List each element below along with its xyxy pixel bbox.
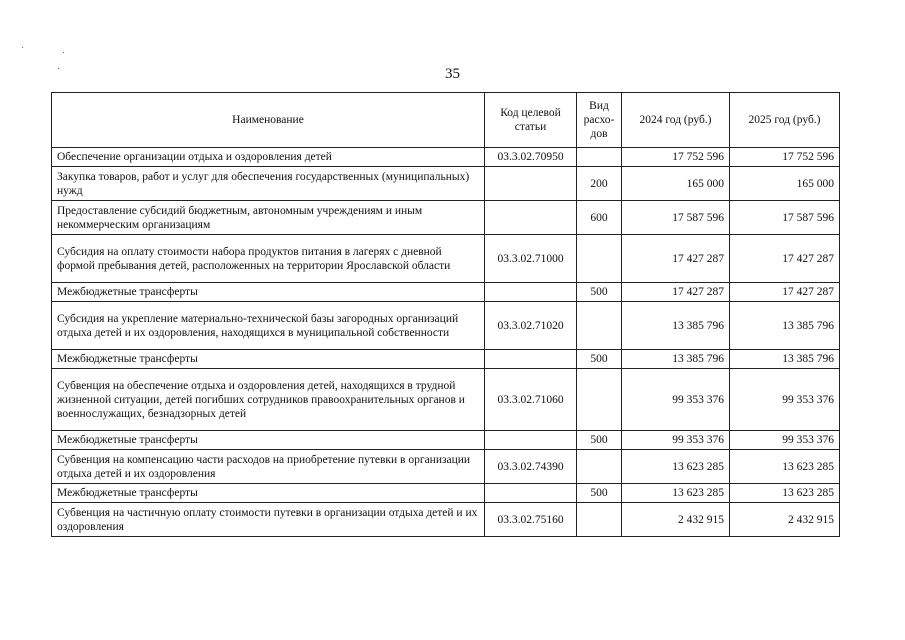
- cell-code: [485, 350, 577, 369]
- cell-type: [577, 503, 622, 537]
- cell-code: [485, 201, 577, 235]
- table-row: [52, 350, 840, 369]
- cell-y2025: 13 385 796: [730, 350, 840, 369]
- cell-y2025: 17 427 287: [730, 235, 840, 283]
- table-row: [52, 235, 840, 283]
- cell-y2024: 2 432 915: [622, 503, 730, 537]
- cell-y2024: 165 000: [622, 167, 730, 201]
- table-row: [52, 450, 840, 484]
- cell-y2025: 17 587 596: [730, 201, 840, 235]
- header-type: Вид расхо-дов: [577, 93, 622, 148]
- cell-y2024: 13 623 285: [622, 484, 730, 503]
- cell-type: [577, 235, 622, 283]
- cell-y2024: 13 385 796: [622, 302, 730, 350]
- cell-y2025: 99 353 376: [730, 431, 840, 450]
- cell-y2025: 13 623 285: [730, 484, 840, 503]
- cell-y2024: 13 623 285: [622, 450, 730, 484]
- cell-name: Субвенция на частичную оплату стоимости путевки в организации отдыха детей и их оздоровления: [52, 503, 485, 537]
- cell-y2025: 17 752 596: [730, 148, 840, 167]
- header-2024: 2024 год (руб.): [622, 93, 730, 148]
- cell-name: Субсидия на оплату стоимости набора продуктов питания в лагерях с дневной формой пребывания детей, расположенных на территории Ярославской области: [52, 235, 485, 283]
- header-2025: 2025 год (руб.): [730, 93, 840, 148]
- cell-name: Межбюджетные трансферты: [52, 484, 485, 503]
- cell-y2025: 165 000: [730, 167, 840, 201]
- table-body: [52, 148, 840, 537]
- cell-y2024: 17 752 596: [622, 148, 730, 167]
- cell-type: 600: [577, 201, 622, 235]
- cell-type: 500: [577, 283, 622, 302]
- cell-name: Межбюджетные трансферты: [52, 431, 485, 450]
- cell-y2024: 17 427 287: [622, 283, 730, 302]
- cell-code: 03.3.02.71020: [485, 302, 577, 350]
- cell-type: [577, 450, 622, 484]
- cell-y2025: 2 432 915: [730, 503, 840, 537]
- cell-name: Межбюджетные трансферты: [52, 283, 485, 302]
- cell-name: Субвенция на обеспечение отдыха и оздоровления детей, находящихся в трудной жизненной ситуации, детей погибших сотрудников правоохранительных органов и военнослужащих, безнадзорных детей: [52, 369, 485, 431]
- cell-code: 03.3.02.74390: [485, 450, 577, 484]
- cell-name: Межбюджетные трансферты: [52, 350, 485, 369]
- table-row: [52, 283, 840, 302]
- cell-code: [485, 431, 577, 450]
- table-row: [52, 484, 840, 503]
- cell-y2024: 17 587 596: [622, 201, 730, 235]
- cell-type: [577, 148, 622, 167]
- cell-code: 03.3.02.71000: [485, 235, 577, 283]
- table-header-row: [52, 93, 840, 148]
- cell-y2025: 13 623 285: [730, 450, 840, 484]
- cell-name: Субвенция на компенсацию части расходов на приобретение путевки в организации отдыха детей и их оздоровления: [52, 450, 485, 484]
- cell-code: [485, 167, 577, 201]
- cell-type: 500: [577, 431, 622, 450]
- header-name: Наименование: [52, 93, 485, 148]
- cell-type: [577, 302, 622, 350]
- cell-y2025: 17 427 287: [730, 283, 840, 302]
- scan-speck: [63, 52, 64, 53]
- cell-type: [577, 369, 622, 431]
- cell-name: Обеспечение организации отдыха и оздоровления детей: [52, 148, 485, 167]
- budget-table: [51, 92, 840, 537]
- cell-type: 200: [577, 167, 622, 201]
- cell-type: 500: [577, 484, 622, 503]
- cell-code: 03.3.02.71060: [485, 369, 577, 431]
- cell-y2024: 13 385 796: [622, 350, 730, 369]
- cell-y2024: 99 353 376: [622, 431, 730, 450]
- cell-code: [485, 283, 577, 302]
- cell-code: 03.3.02.70950: [485, 148, 577, 167]
- cell-y2025: 13 385 796: [730, 302, 840, 350]
- cell-y2025: 99 353 376: [730, 369, 840, 431]
- cell-name: Закупка товаров, работ и услуг для обеспечения государственных (муниципальных) нужд: [52, 167, 485, 201]
- cell-name: Субсидия на укрепление материально-технической базы загородных организаций отдыха детей и их оздоровления, находящихся в муниципальной собственности: [52, 302, 485, 350]
- page-number: 35: [445, 66, 460, 82]
- cell-type: 500: [577, 350, 622, 369]
- table-row: [52, 167, 840, 201]
- table-row: [52, 201, 840, 235]
- header-code: Код целевой статьи: [485, 93, 577, 148]
- scan-speck: [22, 47, 23, 48]
- table-row: [52, 431, 840, 450]
- cell-code: 03.3.02.75160: [485, 503, 577, 537]
- cell-name: Предоставление субсидий бюджетным, автономным учреждениям и иным некоммерческим организациям: [52, 201, 485, 235]
- table-row: [52, 503, 840, 537]
- table-row: [52, 302, 840, 350]
- table-row: [52, 369, 840, 431]
- cell-y2024: 17 427 287: [622, 235, 730, 283]
- cell-code: [485, 484, 577, 503]
- table-row: [52, 148, 840, 167]
- cell-y2024: 99 353 376: [622, 369, 730, 431]
